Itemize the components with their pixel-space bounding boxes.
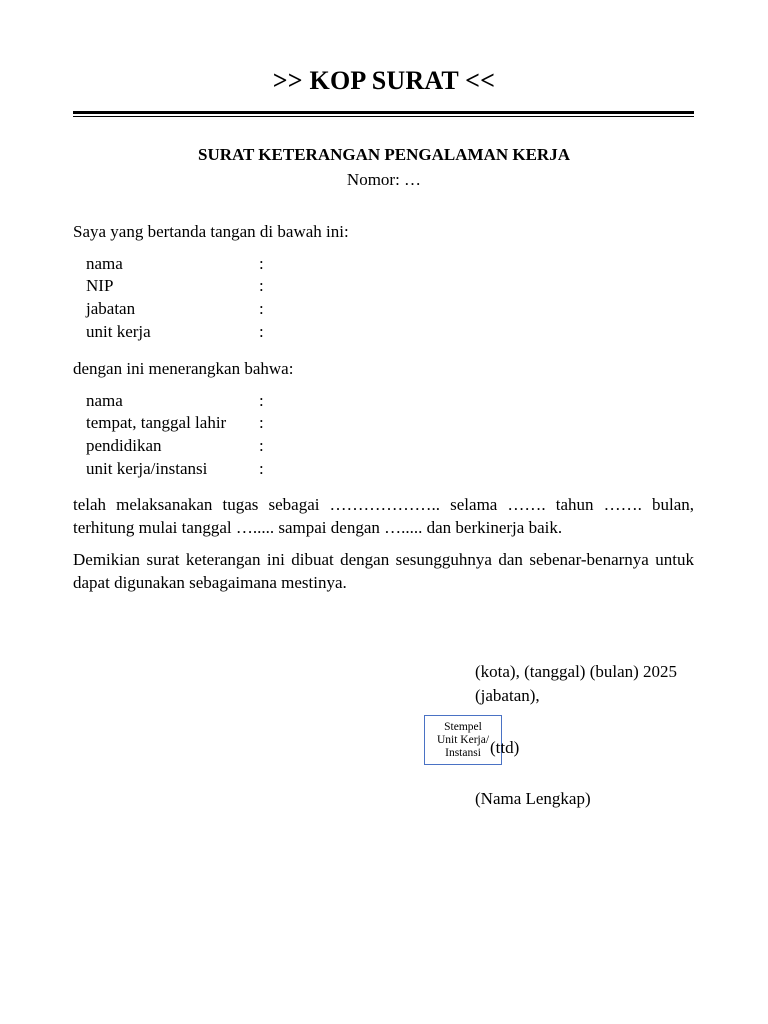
statement-intro: dengan ini menerangkan bahwa: (73, 359, 294, 378)
subject-field-colon: : (259, 413, 264, 432)
subject-field-label: pendidikan (86, 436, 162, 455)
subject-field-label: tempat, tanggal lahir (86, 413, 227, 432)
letterhead-rule-thin (73, 116, 694, 117)
service-paragraph: telah melaksanakan tugas sebagai ……………….. selama ……. tahun ……. bulan, terhitung mulai tanggal …..... sampai dengan …..... dan berkinerja baik. (73, 495, 694, 537)
stamp-line: Unit Kerja/ (436, 733, 490, 746)
signer-field-colon: : (259, 299, 264, 318)
stamp-line: Instansi (445, 746, 481, 759)
signer-position: (jabatan), (475, 686, 540, 705)
letter-title: SURAT KETERANGAN PENGALAMAN KERJA (198, 145, 570, 164)
signer-field-colon: : (259, 322, 264, 341)
signer-field-colon: : (259, 254, 264, 273)
subject-field-colon: : (259, 391, 264, 410)
subject-field-label: unit kerja/instansi (86, 459, 208, 478)
subject-field-colon: : (259, 459, 264, 478)
subject-field-label: nama (86, 391, 123, 410)
intro-text: Saya yang bertanda tangan di bawah ini: (73, 222, 349, 241)
signer-full-name: (Nama Lengkap) (475, 789, 591, 808)
subject-field-colon: : (259, 436, 264, 455)
letterhead-placeholder: >> KOP SURAT << (272, 66, 496, 95)
stamp-line: Stempel (444, 720, 482, 733)
signer-field-label: nama (86, 254, 123, 273)
closing-paragraph: Demikian surat keterangan ini dibuat dengan sesungguhnya dan sebenar-benarnya untuk dapat digunakan sebagaimana mestinya. (73, 550, 694, 592)
letter-number: Nomor: … (346, 170, 422, 189)
letterhead-rule-thick (73, 111, 694, 114)
signature-placeholder: (ttd) (490, 738, 520, 757)
signer-field-label: unit kerja (86, 322, 151, 341)
signer-field-label: jabatan (86, 299, 136, 318)
signer-field-colon: : (259, 276, 264, 295)
place-date: (kota), (tanggal) (bulan) 2025 (475, 662, 678, 681)
signer-field-label: NIP (86, 276, 114, 295)
